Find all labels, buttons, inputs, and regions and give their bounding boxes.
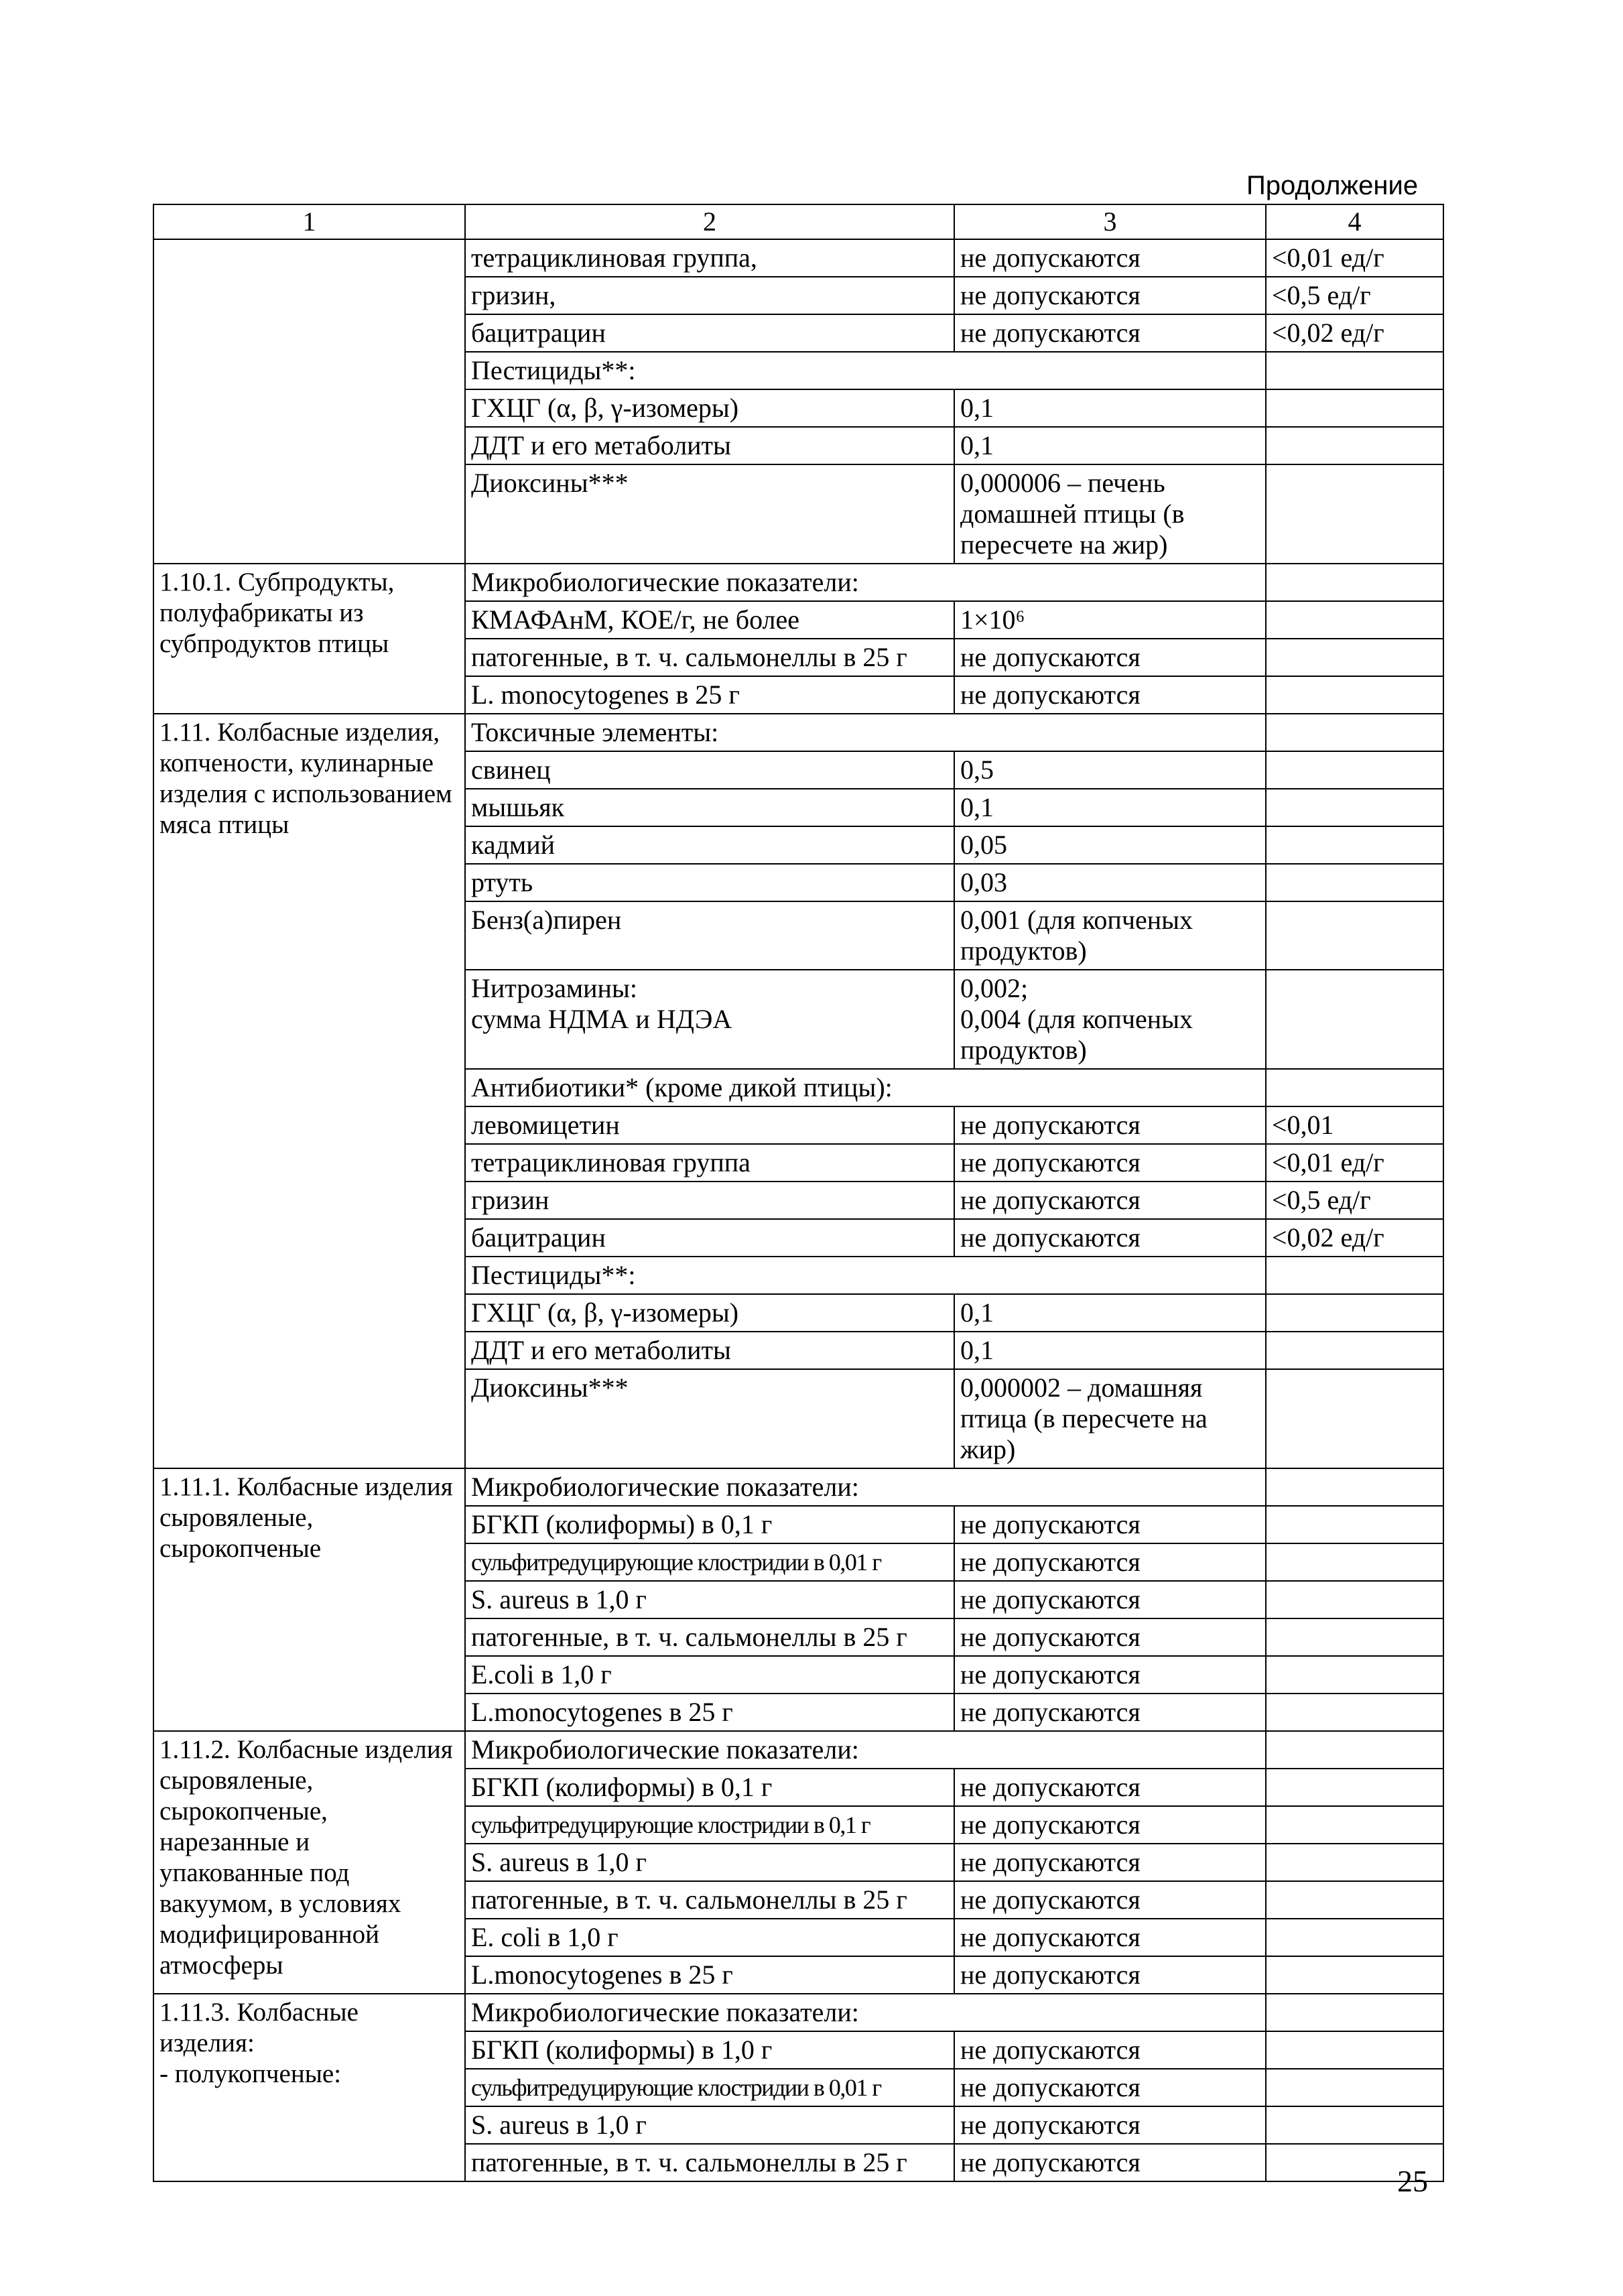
table-row <box>153 1731 1443 1769</box>
limit-cell: не допускаются <box>954 1219 1266 1257</box>
norms-table <box>153 204 1444 2182</box>
limit-cell: не допускаются <box>954 1106 1266 1144</box>
note-cell <box>1266 639 1443 676</box>
limit-cell: 1×10⁶ <box>954 601 1266 639</box>
note-cell <box>1266 427 1443 464</box>
indicator-cell: Пестициды**: <box>465 352 1266 389</box>
note-cell <box>1266 970 1443 1069</box>
note-cell <box>1266 1656 1443 1694</box>
indicator-cell: бацитрацин <box>465 314 954 352</box>
indicator-cell: Пестициды**: <box>465 1257 1266 1294</box>
indicator-cell: ДДТ и его метаболиты <box>465 1332 954 1369</box>
note-cell <box>1266 714 1443 751</box>
header-cell-4: 4 <box>1266 204 1443 239</box>
indicator-cell: S. aureus в 1,0 г <box>465 1581 954 1618</box>
limit-cell: не допускаются <box>954 2069 1266 2106</box>
note-cell <box>1266 564 1443 601</box>
limit-cell: не допускаются <box>954 1844 1266 1881</box>
section-title: 1.11.2. Колбасные изделия сыровяленые, сырокопченые, нарезанные и упакованные под вакуумом, в условиях модифицированной атмосферы <box>153 1731 465 1994</box>
table-row <box>153 1994 1443 2031</box>
indicator-cell: Микробиологические показатели: <box>465 1994 1266 2031</box>
note-cell <box>1266 1994 1443 2031</box>
section-title: 1.11. Колбасные изделия, копчености, кулинарные изделия с использованием мяса птицы <box>153 714 465 1468</box>
limit-cell: не допускаются <box>954 1806 1266 1844</box>
indicator-cell: L.monocytogenes в 25 г <box>465 1694 954 1731</box>
indicator-cell: ГХЦГ (α, β, γ-изомеры) <box>465 1294 954 1332</box>
indicator-cell: левомицетин <box>465 1106 954 1144</box>
note-cell <box>1266 901 1443 970</box>
note-cell <box>1266 1468 1443 1506</box>
indicator-cell: ртуть <box>465 864 954 901</box>
note-cell <box>1266 751 1443 789</box>
note-cell <box>1266 1881 1443 1919</box>
note-cell <box>1266 1769 1443 1806</box>
indicator-cell: кадмий <box>465 826 954 864</box>
note-cell <box>1266 1844 1443 1881</box>
header-cell-1: 1 <box>153 204 465 239</box>
limit-cell: не допускаются <box>954 639 1266 676</box>
indicator-cell: S. aureus в 1,0 г <box>465 1844 954 1881</box>
indicator-cell: гризин <box>465 1182 954 1219</box>
note-cell <box>1266 1506 1443 1543</box>
limit-cell: не допускаются <box>954 1618 1266 1656</box>
note-cell: <0,01 <box>1266 1106 1443 1144</box>
limit-cell: 0,05 <box>954 826 1266 864</box>
page-number: 25 <box>1397 2164 1428 2198</box>
indicator-cell: Микробиологические показатели: <box>465 1468 1266 1506</box>
section-title: 1.11.1. Колбасные изделия сыровяленые, сырокопченые <box>153 1468 465 1731</box>
limit-cell: 0,1 <box>954 789 1266 826</box>
indicator-cell: патогенные, в т. ч. сальмонеллы в 25 г <box>465 2144 954 2181</box>
indicator-cell: БГКП (колиформы) в 0,1 г <box>465 1769 954 1806</box>
indicator-cell: БГКП (колиформы) в 0,1 г <box>465 1506 954 1543</box>
limit-cell: 0,001 (для копченых продуктов) <box>954 901 1266 970</box>
limit-cell: не допускаются <box>954 676 1266 714</box>
indicator-cell: E.coli в 1,0 г <box>465 1656 954 1694</box>
note-cell <box>1266 2106 1443 2144</box>
indicator-cell: L. monocytogenes в 25 г <box>465 676 954 714</box>
limit-cell: 0,1 <box>954 1332 1266 1369</box>
indicator-cell: сульфитредуцирующие клостридии в 0,01 г <box>465 2069 954 2106</box>
limit-cell: не допускаются <box>954 1769 1266 1806</box>
note-cell <box>1266 1731 1443 1769</box>
indicator-cell: бацитрацин <box>465 1219 954 1257</box>
note-cell <box>1266 1332 1443 1369</box>
indicator-cell: ДДТ и его метаболиты <box>465 427 954 464</box>
note-cell <box>1266 1294 1443 1332</box>
limit-cell: не допускаются <box>954 1956 1266 1994</box>
note-cell <box>1266 2031 1443 2069</box>
indicator-cell: Бенз(а)пирен <box>465 901 954 970</box>
header-row <box>153 204 1443 239</box>
limit-cell: 0,1 <box>954 427 1266 464</box>
note-cell <box>1266 864 1443 901</box>
note-cell <box>1266 676 1443 714</box>
note-cell <box>1266 1956 1443 1994</box>
note-cell: <0,5 ед/г <box>1266 1182 1443 1219</box>
note-cell <box>1266 1543 1443 1581</box>
note-cell: <0,5 ед/г <box>1266 277 1443 314</box>
section-title <box>153 239 465 564</box>
indicator-cell: патогенные, в т. ч. сальмонеллы в 25 г <box>465 639 954 676</box>
indicator-cell: мышьяк <box>465 789 954 826</box>
table-row <box>153 564 1443 601</box>
note-cell <box>1266 1069 1443 1106</box>
indicator-cell: сульфитредуцирующие клостридии в 0,01 г <box>465 1543 954 1581</box>
header-cell-2: 2 <box>465 204 954 239</box>
limit-cell: 0,002; 0,004 (для копченых продуктов) <box>954 970 1266 1069</box>
note-cell: <0,02 ед/г <box>1266 314 1443 352</box>
limit-cell: не допускаются <box>954 2144 1266 2181</box>
note-cell: <0,02 ед/г <box>1266 1219 1443 1257</box>
section-title: 1.10.1. Субпродукты, полуфабрикаты из субпродуктов птицы <box>153 564 465 714</box>
limit-cell: не допускаются <box>954 277 1266 314</box>
indicator-cell: Токсичные элементы: <box>465 714 1266 751</box>
indicator-cell: патогенные, в т. ч. сальмонеллы в 25 г <box>465 1618 954 1656</box>
indicator-cell: БГКП (колиформы) в 1,0 г <box>465 2031 954 2069</box>
indicator-cell: Диоксины*** <box>465 1369 954 1468</box>
limit-cell: 0,1 <box>954 389 1266 427</box>
limit-cell: не допускаются <box>954 1506 1266 1543</box>
indicator-cell: сульфитредуцирующие клостридии в 0,1 г <box>465 1806 954 1844</box>
limit-cell: не допускаются <box>954 2031 1266 2069</box>
limit-cell: не допускаются <box>954 1543 1266 1581</box>
header-cell-3: 3 <box>954 204 1266 239</box>
indicator-cell: Нитрозамины: сумма НДМА и НДЭА <box>465 970 954 1069</box>
limit-cell: не допускаются <box>954 1919 1266 1956</box>
table-row <box>153 714 1443 751</box>
indicator-cell: КМАФАнМ, КОЕ/г, не более <box>465 601 954 639</box>
indicator-cell: S. aureus в 1,0 г <box>465 2106 954 2144</box>
note-cell <box>1266 2069 1443 2106</box>
note-cell <box>1266 1257 1443 1294</box>
indicator-cell: Антибиотики* (кроме дикой птицы): <box>465 1069 1266 1106</box>
indicator-cell: тетрациклиновая группа, <box>465 239 954 277</box>
limit-cell: не допускаются <box>954 1182 1266 1219</box>
indicator-cell: патогенные, в т. ч. сальмонеллы в 25 г <box>465 1881 954 1919</box>
note-cell <box>1266 601 1443 639</box>
note-cell <box>1266 1919 1443 1956</box>
note-cell <box>1266 1806 1443 1844</box>
note-cell <box>1266 464 1443 564</box>
indicator-cell: гризин, <box>465 277 954 314</box>
table-body <box>153 239 1443 2181</box>
limit-cell: не допускаются <box>954 1881 1266 1919</box>
limit-cell: не допускаются <box>954 239 1266 277</box>
limit-cell: 0,03 <box>954 864 1266 901</box>
note-cell: <0,01 ед/г <box>1266 239 1443 277</box>
limit-cell: 0,5 <box>954 751 1266 789</box>
limit-cell: не допускаются <box>954 1144 1266 1182</box>
note-cell <box>1266 1369 1443 1468</box>
limit-cell: не допускаются <box>954 1656 1266 1694</box>
limit-cell: не допускаются <box>954 1694 1266 1731</box>
note-cell <box>1266 789 1443 826</box>
limit-cell: не допускаются <box>954 314 1266 352</box>
limit-cell: не допускаются <box>954 1581 1266 1618</box>
note-cell <box>1266 1694 1443 1731</box>
indicator-cell: Микробиологические показатели: <box>465 564 1266 601</box>
indicator-cell: свинец <box>465 751 954 789</box>
continuation-label: Продолжение <box>1246 171 1419 200</box>
note-cell <box>1266 826 1443 864</box>
table-row <box>153 239 1443 277</box>
limit-cell: 0,000006 – печень домашней птицы (в пересчете на жир) <box>954 464 1266 564</box>
section-title: 1.11.3. Колбасные изделия: - полукопченые: <box>153 1994 465 2181</box>
limit-cell: не допускаются <box>954 2106 1266 2144</box>
limit-cell: 0,1 <box>954 1294 1266 1332</box>
note-cell <box>1266 389 1443 427</box>
indicator-cell: E. coli в 1,0 г <box>465 1919 954 1956</box>
indicator-cell: тетрациклиновая группа <box>465 1144 954 1182</box>
indicator-cell: L.monocytogenes в 25 г <box>465 1956 954 1994</box>
indicator-cell: Диоксины*** <box>465 464 954 564</box>
note-cell <box>1266 1618 1443 1656</box>
note-cell: <0,01 ед/г <box>1266 1144 1443 1182</box>
note-cell <box>1266 1581 1443 1618</box>
table-row <box>153 1468 1443 1506</box>
indicator-cell: ГХЦГ (α, β, γ-изомеры) <box>465 389 954 427</box>
limit-cell: 0,000002 – домашняя птица (в пересчете на жир) <box>954 1369 1266 1468</box>
indicator-cell: Микробиологические показатели: <box>465 1731 1266 1769</box>
note-cell <box>1266 352 1443 389</box>
